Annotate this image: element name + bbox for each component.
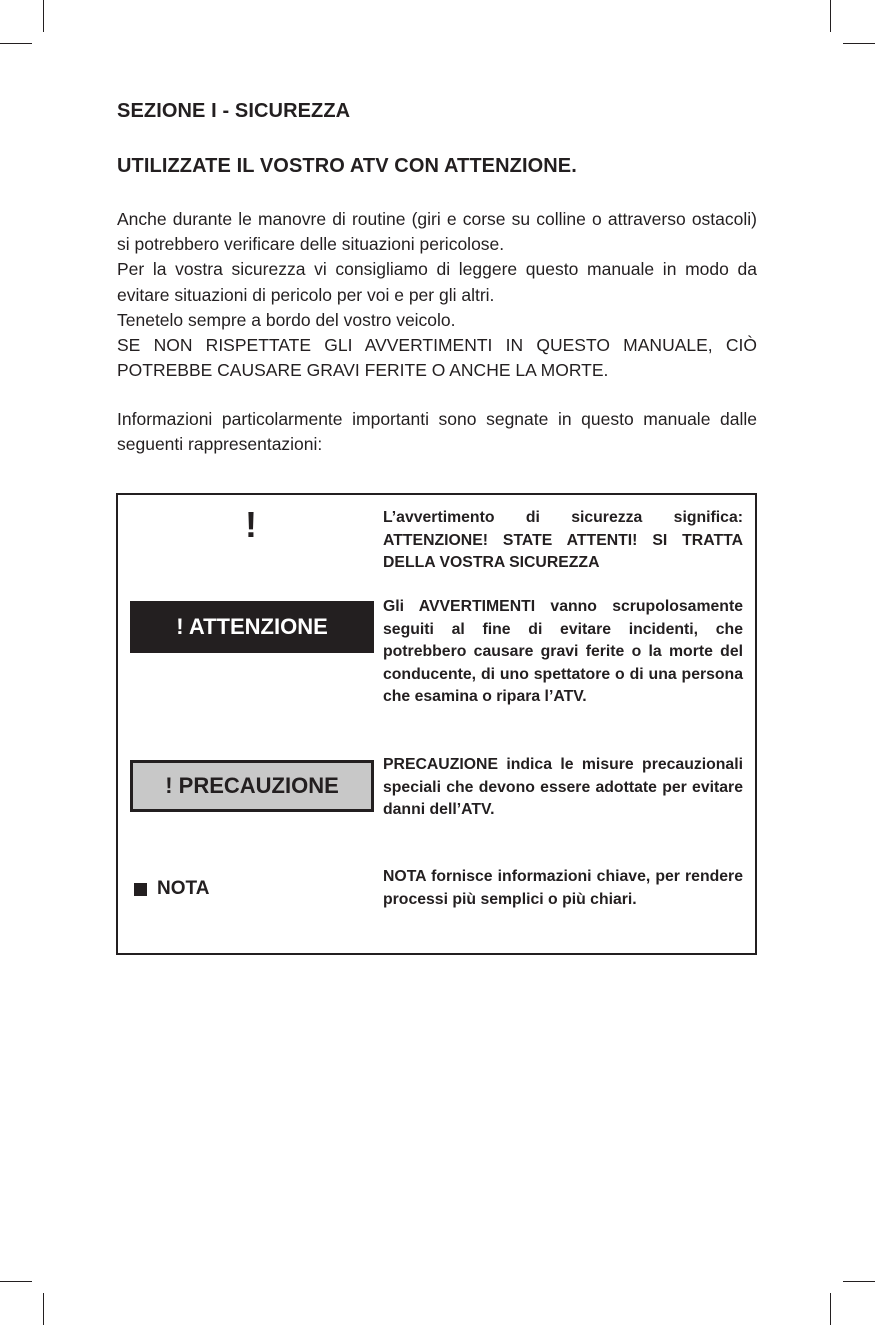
warning-description: Gli AVVERTIMENTI vanno scrupolosamente seguiti al fine di evitare incidenti, che potrebbero causare gravi ferite o la morte del conducente, di uno spettatore o di una persona che esamina o ripara l’ATV. xyxy=(383,598,743,705)
intro-warning-paragraph: SE NON RISPETTATE GLI AVVERTIMENTI IN QUESTO MANUALE, CIÒ POTREBBE CAUSARE GRAVI FERITE O ANCHE LA MORTE. xyxy=(117,335,757,381)
crop-mark xyxy=(843,1281,875,1282)
note-description: NOTA fornisce informazioni chiave, per rendere processi più semplici o più chiari. xyxy=(383,868,743,908)
crop-mark xyxy=(830,0,831,32)
note-label xyxy=(134,878,209,900)
safety-alert-description: L’avvertimento di sicurezza significa: ATTENZIONE! STATE ATTENTI! SI TRATTA DELLA VOSTRA SICUREZZA xyxy=(383,509,743,571)
legend-intro: Informazioni particolarmente importanti sono segnate in questo manuale dalle seguenti rappresentazioni: xyxy=(117,409,757,455)
section-title: SEZIONE I - SICUREZZA xyxy=(117,100,351,122)
crop-mark xyxy=(43,0,44,32)
crop-mark xyxy=(0,43,32,44)
symbol-legend-box xyxy=(116,493,757,955)
note-label-text: NOTA xyxy=(157,878,210,899)
safety-alert-icon: ! xyxy=(245,504,257,545)
warning-label-box: ! ATTENZIONE xyxy=(130,601,374,653)
caution-description: PRECAUZIONE indica le misure precauzionali speciali che devono essere adottate per evitare danni dell’ATV. xyxy=(383,756,743,818)
crop-mark xyxy=(830,1293,831,1325)
crop-mark xyxy=(0,1281,32,1282)
intro-paragraph: Per la vostra sicurezza vi consigliamo di leggere questo manuale in modo da evitare situazioni di pericolo per voi e per gli altri. xyxy=(117,259,757,305)
square-bullet-icon xyxy=(134,883,147,896)
crop-mark xyxy=(43,1293,44,1325)
page-subtitle: UTILIZZATE IL VOSTRO ATV CON ATTENZIONE. xyxy=(117,155,577,177)
crop-mark xyxy=(843,43,875,44)
intro-paragraph: Anche durante le manovre di routine (giri e corse su colline o attraverso ostacoli) si potrebbero verificare delle situazioni pericolose. xyxy=(117,209,757,255)
intro-paragraph: Tenetelo sempre a bordo del vostro veicolo. xyxy=(117,309,456,330)
intro-text xyxy=(117,207,757,383)
caution-label-box: ! PRECAUZIONE xyxy=(130,760,374,812)
